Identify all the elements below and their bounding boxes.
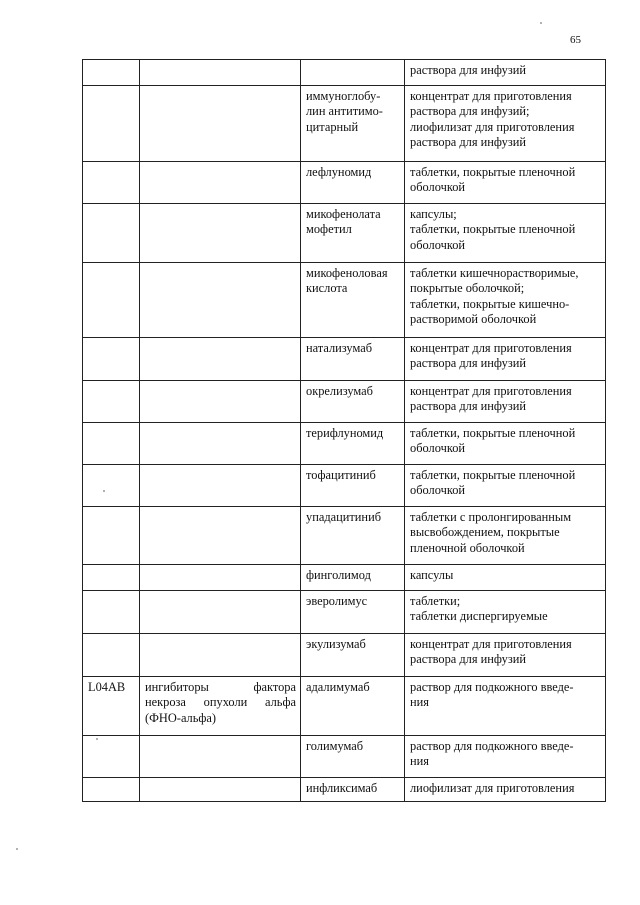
atc-code-cell <box>83 204 140 263</box>
drug-name-cell <box>301 60 405 86</box>
dosage-form-cell: таблетки; таблетки диспергируемые <box>405 591 606 634</box>
table-row <box>83 778 606 802</box>
pharm-group-cell <box>140 263 301 338</box>
table-row <box>83 60 606 86</box>
dosage-form-cell: таблетки, покрытые пленочной оболочкой <box>405 162 606 204</box>
table-row <box>83 736 606 778</box>
dosage-form-cell: раствор для подкожного введе- ния <box>405 677 606 736</box>
dosage-form-cell: капсулы <box>405 565 606 591</box>
table-row <box>83 677 606 736</box>
table-row <box>83 465 606 507</box>
pharm-group-cell <box>140 162 301 204</box>
dosage-form-cell: раствора для инфузий <box>405 60 606 86</box>
medication-table <box>82 59 606 802</box>
atc-code-cell <box>83 263 140 338</box>
atc-code-cell <box>83 381 140 423</box>
dosage-form-cell: концентрат для приготовления раствора для инфузий <box>405 338 606 381</box>
atc-code-cell <box>83 86 140 162</box>
atc-code-cell <box>83 465 140 507</box>
drug-name-cell: иммуноглобу- лин антитимо- цитарный <box>301 86 405 162</box>
table-row <box>83 423 606 465</box>
table-row <box>83 381 606 423</box>
drug-name-cell: эверолимус <box>301 591 405 634</box>
atc-code-cell <box>83 60 140 86</box>
drug-name-cell: голимумаб <box>301 736 405 778</box>
drug-name-cell: адалимумаб <box>301 677 405 736</box>
scan-speck <box>16 848 18 850</box>
drug-name-cell: лефлуномид <box>301 162 405 204</box>
page-number: 65 <box>570 34 581 46</box>
atc-code-cell <box>83 507 140 565</box>
dosage-form-cell: таблетки с пролонгированным высвобождением, покрытые пленочной оболочкой <box>405 507 606 565</box>
pharm-group-cell <box>140 565 301 591</box>
atc-code-cell <box>83 778 140 802</box>
pharm-group-cell <box>140 60 301 86</box>
drug-name-cell: финголимод <box>301 565 405 591</box>
pharm-group-cell <box>140 591 301 634</box>
dosage-form-cell: капсулы; таблетки, покрытые пленочной оболочкой <box>405 204 606 263</box>
table-row <box>83 565 606 591</box>
pharm-group-cell <box>140 204 301 263</box>
pharm-group-cell <box>140 86 301 162</box>
table-row <box>83 338 606 381</box>
atc-code-cell <box>83 565 140 591</box>
drug-name-cell: упадацитиниб <box>301 507 405 565</box>
drug-name-cell: микофеноловая кислота <box>301 263 405 338</box>
dosage-form-cell: таблетки, покрытые пленочной оболочкой <box>405 465 606 507</box>
pharm-group-cell <box>140 381 301 423</box>
drug-name-cell: инфликсимаб <box>301 778 405 802</box>
table-row <box>83 507 606 565</box>
atc-code-cell: L04AB <box>83 677 140 736</box>
drug-name-cell: экулизумаб <box>301 634 405 677</box>
atc-code-cell <box>83 162 140 204</box>
pharm-group-cell <box>140 338 301 381</box>
dosage-form-cell: таблетки, покрытые пленочной оболочкой <box>405 423 606 465</box>
table-row <box>83 591 606 634</box>
atc-code-cell <box>83 423 140 465</box>
dosage-form-cell: концентрат для приготовления раствора для инфузий <box>405 381 606 423</box>
table-body <box>83 60 606 802</box>
drug-name-cell: терифлуномид <box>301 423 405 465</box>
table-row <box>83 263 606 338</box>
table-row <box>83 204 606 263</box>
pharm-group-cell: ингибиторы фактора некроза опухоли альфа (ФНО-альфа) <box>140 677 301 736</box>
dosage-form-cell: концентрат для приготовления раствора для инфузий <box>405 634 606 677</box>
table-row <box>83 634 606 677</box>
dosage-form-cell: таблетки кишечнорастворимые, покрытые оболочкой; таблетки, покрытые кишечно- растворимой оболочкой <box>405 263 606 338</box>
pharm-group-cell <box>140 736 301 778</box>
atc-code-cell <box>83 736 140 778</box>
pharm-group-cell <box>140 634 301 677</box>
drug-name-cell: микофенолата мофетил <box>301 204 405 263</box>
pharm-group-cell <box>140 465 301 507</box>
pharm-group-cell <box>140 778 301 802</box>
table-row <box>83 162 606 204</box>
table-row <box>83 86 606 162</box>
atc-code-cell <box>83 634 140 677</box>
atc-code-cell <box>83 338 140 381</box>
drug-name-cell: натализумаб <box>301 338 405 381</box>
scan-speck <box>540 22 542 24</box>
scan-speck <box>96 738 98 740</box>
dosage-form-cell: лиофилизат для приготовления <box>405 778 606 802</box>
drug-name-cell: тофацитиниб <box>301 465 405 507</box>
pharm-group-cell <box>140 423 301 465</box>
atc-code-cell <box>83 591 140 634</box>
dosage-form-cell: раствор для подкожного введе- ния <box>405 736 606 778</box>
dosage-form-cell: концентрат для приготовления раствора для инфузий; лиофилизат для приготовления раствора для инфузий <box>405 86 606 162</box>
pharm-group-cell <box>140 507 301 565</box>
drug-name-cell: окрелизумаб <box>301 381 405 423</box>
scan-speck <box>103 490 105 492</box>
